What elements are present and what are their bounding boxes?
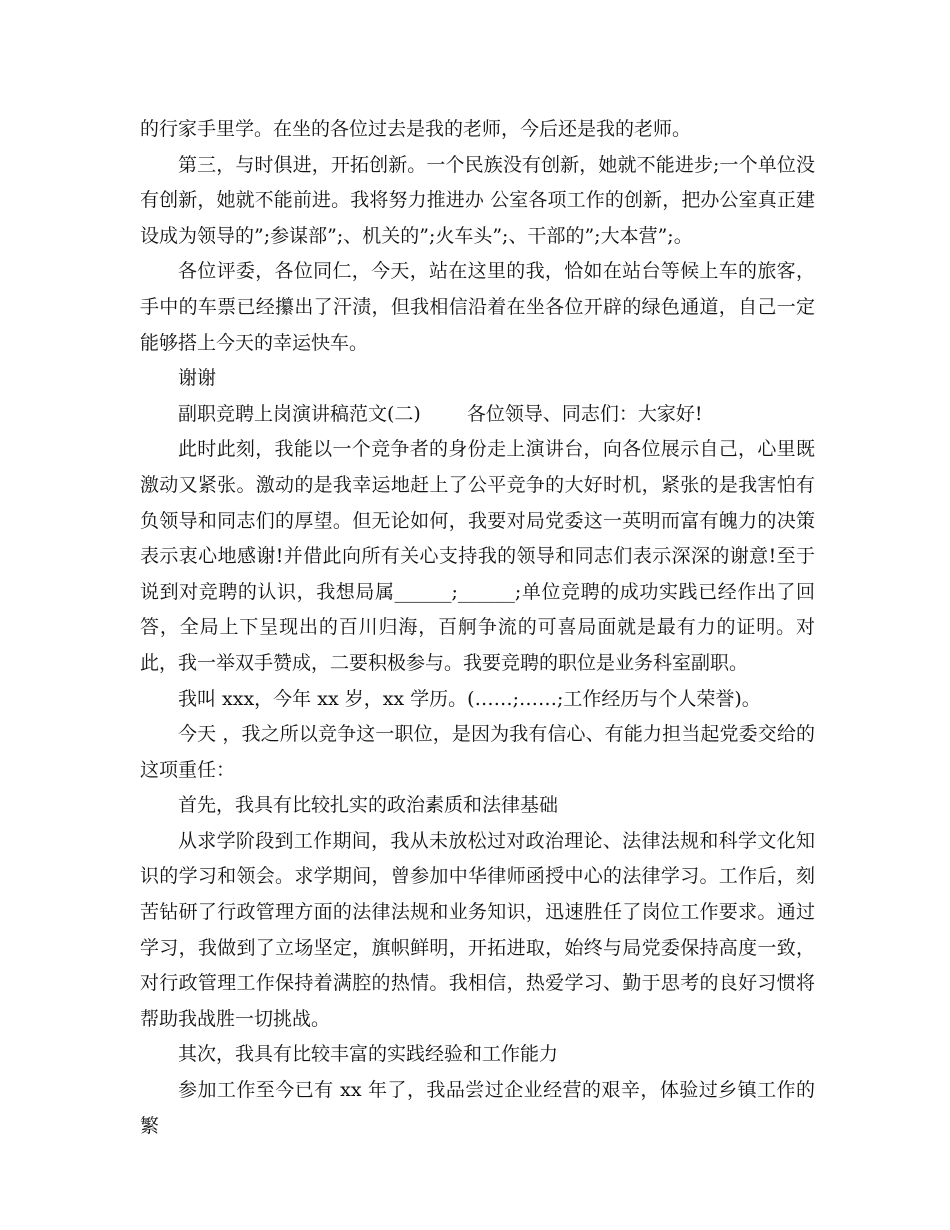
section-title: 副职竞聘上岗演讲稿范文(二) bbox=[178, 402, 421, 425]
paragraph-this-moment: 此时此刻，我能以一个竞争者的身份走上演讲台，向各位展示自己，心里既激动又紧张。激动的是我幸运地赶上了公平竞争的大好时机，紧张的是我害怕有负领导和同志们的厚望。但无论如何，我要对局党委这一英明而富有魄力的决策表示衷心地感谢!并借此向所有关心支持我的领导和同志们表示深深的谢意!至于说到对竞聘的认识，我想局属______;______;单位竞聘的成功实践已经作出了回答，全局上下呈现出的百川归海，百舸争流的可喜局面就是最有力的证明。对此，我一举双手赞成，二要积极参与。我要竞聘的职位是业务科室副职。 bbox=[140, 438, 815, 674]
paragraph-thanks: 谢谢 bbox=[178, 367, 217, 390]
section-title-line bbox=[140, 397, 815, 433]
paragraph-continuation: 的行家手里学。在坐的各位过去是我的老师，今后还是我的老师。 bbox=[140, 118, 692, 140]
paragraph-study: 从求学阶段到工作期间，我从未放松过对政治理论、法律法规和科学文化知识的学习和领会。求学期间，曾参加中华律师函授中心的法律学习。工作后，刻苦钻研了行政管理方面的法律法规和业务知识，迅速胜任了岗位工作要求。通过学习，我做到了立场坚定，旗帜鲜明，开拓进取，始终与局党委保持高度一致，对行政管理工作保持着满腔的热情。我相信，热爱学习、勤于思考的良好习惯将帮助我战胜一切挑战。 bbox=[140, 829, 815, 1030]
paragraph-reason: 今天 ，我之所以竞争这一职位，是因为我有信心、有能力担当起党委交给的这项重任： bbox=[140, 723, 815, 781]
paragraph-first-heading: 首先，我具有比较扎实的政治素质和法律基础 bbox=[178, 794, 559, 817]
paragraph-second-heading: 其次，我具有比较丰富的实践经验和工作能力 bbox=[178, 1043, 559, 1066]
paragraph-closing-appeal: 各位评委，各位同仁，今天，站在这里的我，恰如在站台等候上车的旅客，手中的车票已经攥出了汗渍，但我相信沿着在坐各位开辟的绿色通道，自己一定能够搭上今天的幸运快车。 bbox=[140, 260, 815, 354]
paragraph-work-experience: 参加工作至今已有 xx 年了，我品尝过企业经营的艰辛，体验过乡镇工作的繁 bbox=[140, 1079, 815, 1137]
document-body bbox=[140, 112, 815, 1144]
greeting: 各位领导、同志们：大家好! bbox=[466, 402, 703, 425]
paragraph-third-point: 第三，与时俱进，开拓创新。一个民族没有创新，她就不能进步;一个单位没有创新，她就不能前进。我将努力推进办 公室各项工作的创新，把办公室真正建设成为领导的”;参谋部”;、机关的”;火车头”;、干部的”;大本营”;。 bbox=[140, 153, 815, 247]
paragraph-self-intro: 我叫 xxx，今年 xx 岁，xx 学历。(……;……;工作经历与个人荣誉)。 bbox=[178, 687, 761, 710]
